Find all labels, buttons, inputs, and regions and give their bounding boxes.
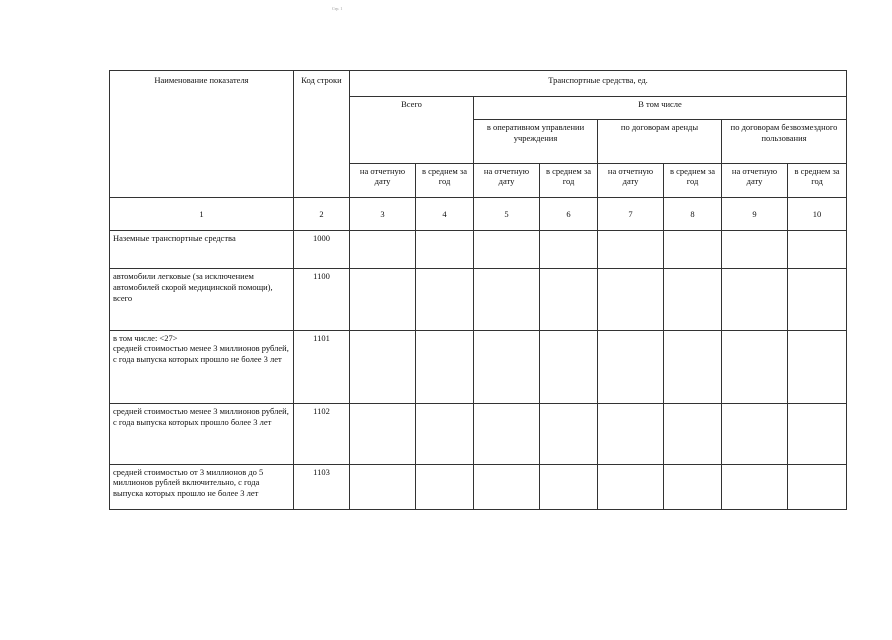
transport-form-table (109, 70, 847, 510)
value-cell[interactable] (788, 404, 847, 464)
column-number: 2 (294, 197, 350, 230)
value-cell[interactable] (474, 231, 540, 269)
value-cell[interactable] (722, 330, 788, 404)
row-name: средней стоимостью менее 3 миллионов рублей, с года выпуска которых прошло более 3 лет (110, 404, 294, 464)
header-name-col: Наименование показателя (110, 71, 294, 198)
value-cell[interactable] (350, 404, 416, 464)
value-cell[interactable] (474, 464, 540, 509)
value-cell[interactable] (664, 231, 722, 269)
header-total: Всего (350, 97, 474, 163)
value-cell[interactable] (350, 464, 416, 509)
header-including: В том числе (474, 97, 847, 120)
value-cell[interactable] (722, 404, 788, 464)
value-cell[interactable] (722, 269, 788, 330)
table-row (110, 269, 847, 330)
header-code-col: Код строки (294, 71, 350, 198)
value-cell[interactable] (474, 330, 540, 404)
value-cell[interactable] (722, 231, 788, 269)
value-cell[interactable] (664, 404, 722, 464)
row-code: 1103 (294, 464, 350, 509)
row-name-prefix: в том числе: <27> (113, 332, 178, 343)
value-cell[interactable] (540, 330, 598, 404)
column-number: 6 (540, 197, 598, 230)
row-name (110, 330, 294, 404)
column-number: 4 (416, 197, 474, 230)
page-mark: Стр. 1 (332, 6, 343, 11)
value-cell[interactable] (416, 464, 474, 509)
value-cell[interactable] (788, 231, 847, 269)
table-row (110, 330, 847, 404)
header-avg-year: в среднем за год (416, 163, 474, 197)
value-cell[interactable] (598, 404, 664, 464)
header-free-use: по договорам безвозмездного пользования (722, 120, 847, 163)
table-row (110, 404, 847, 464)
value-cell[interactable] (416, 330, 474, 404)
header-on-date: на отчетную дату (598, 163, 664, 197)
value-cell[interactable] (598, 464, 664, 509)
table-row (110, 464, 847, 509)
header-lease: по договорам аренды (598, 120, 722, 163)
value-cell[interactable] (598, 269, 664, 330)
row-code: 1101 (294, 330, 350, 404)
row-name: средней стоимостью от 3 миллионов до 5 миллионов рублей включительно, с года выпуска которых прошло не более 3 лет (110, 464, 294, 509)
row-code: 1100 (294, 269, 350, 330)
column-number: 7 (598, 197, 664, 230)
value-cell[interactable] (788, 269, 847, 330)
header-operative: в оперативном управлении учреждения (474, 120, 598, 163)
value-cell[interactable] (788, 464, 847, 509)
column-number: 5 (474, 197, 540, 230)
value-cell[interactable] (664, 269, 722, 330)
header-on-date: на отчетную дату (474, 163, 540, 197)
value-cell[interactable] (474, 269, 540, 330)
value-cell[interactable] (350, 231, 416, 269)
header-avg-year: в среднем за год (540, 163, 598, 197)
column-number: 10 (788, 197, 847, 230)
value-cell[interactable] (598, 231, 664, 269)
header-avg-year: в среднем за год (664, 163, 722, 197)
column-number-row (110, 197, 847, 230)
value-cell[interactable] (598, 330, 664, 404)
value-cell[interactable] (416, 404, 474, 464)
value-cell[interactable] (664, 464, 722, 509)
row-name: Наземные транспортные средства (110, 231, 294, 269)
value-cell[interactable] (664, 330, 722, 404)
header-on-date: на отчетную дату (350, 163, 416, 197)
value-cell[interactable] (416, 231, 474, 269)
value-cell[interactable] (540, 231, 598, 269)
value-cell[interactable] (350, 269, 416, 330)
value-cell[interactable] (540, 404, 598, 464)
header-transport-col: Транспортные средства, ед. (350, 71, 847, 97)
column-number: 1 (110, 197, 294, 230)
table-row (110, 231, 847, 269)
header-on-date: на отчетную дату (722, 163, 788, 197)
column-number: 3 (350, 197, 416, 230)
value-cell[interactable] (416, 269, 474, 330)
column-number: 9 (722, 197, 788, 230)
column-number: 8 (664, 197, 722, 230)
header-avg-year: в среднем за год (788, 163, 847, 197)
value-cell[interactable] (540, 269, 598, 330)
row-name: автомобили легковые (за исключением автомобилей скорой медицинской помощи), всего (110, 269, 294, 330)
row-code: 1102 (294, 404, 350, 464)
value-cell[interactable] (474, 404, 540, 464)
row-name-text: средней стоимостью менее 3 миллионов рублей, с года выпуска которых прошло не более 3 лет (113, 343, 289, 364)
value-cell[interactable] (540, 464, 598, 509)
value-cell[interactable] (722, 464, 788, 509)
value-cell[interactable] (788, 330, 847, 404)
row-code: 1000 (294, 231, 350, 269)
value-cell[interactable] (350, 330, 416, 404)
